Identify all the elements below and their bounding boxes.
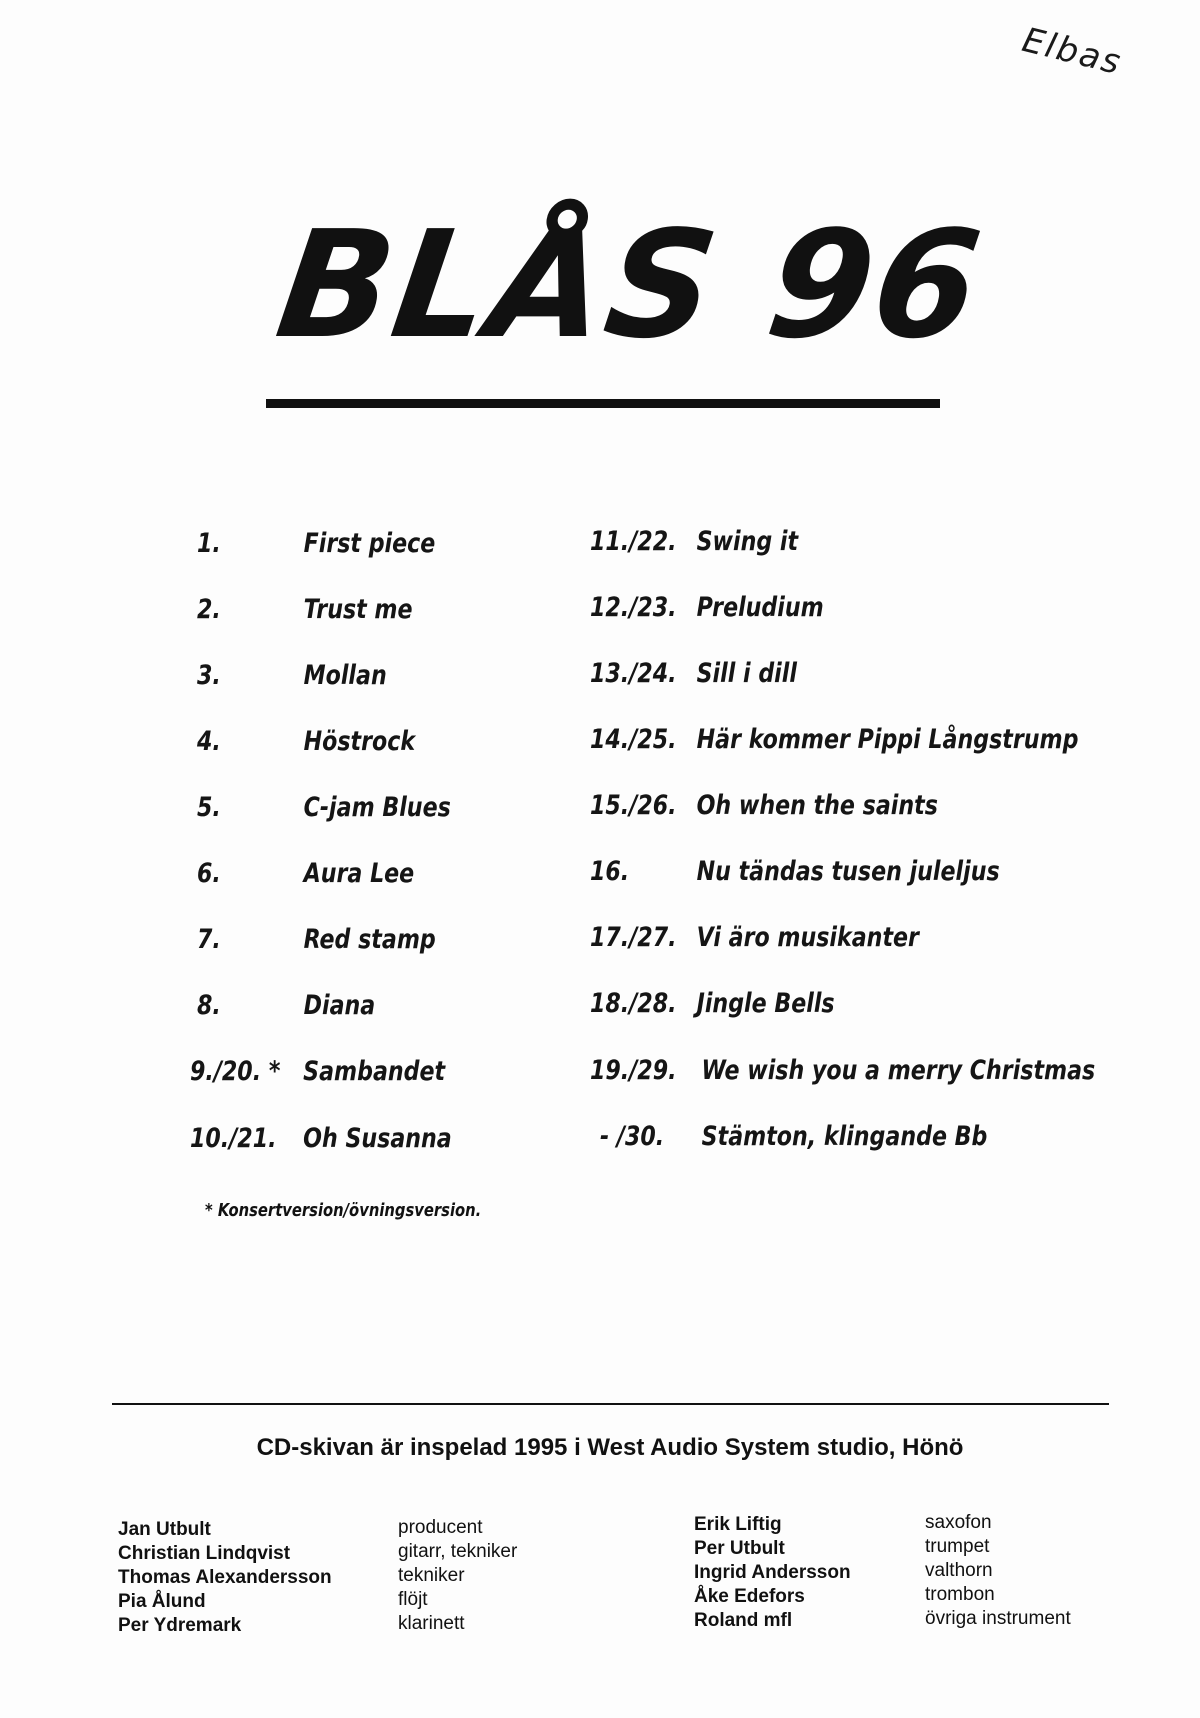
credit-role: tekniker [398, 1565, 465, 1586]
track-number: 9./20. * [190, 1056, 281, 1087]
track-number: 18./28. [590, 988, 677, 1019]
track-title: We wish you a merry Christmas [701, 1055, 1096, 1086]
credit-name: Per Utbult [694, 1538, 785, 1559]
track-number: 5. [197, 792, 221, 823]
track-title: Preludium [696, 592, 824, 623]
credit-name: Christian Lindqvist [118, 1543, 291, 1564]
track-title: Stämton, klingande Bb [701, 1121, 988, 1152]
track-number: 10./21. [190, 1123, 277, 1154]
track-title: Oh when the saints [696, 790, 938, 821]
track-title: Höstrock [303, 726, 416, 757]
track-number: 3. [197, 660, 221, 691]
track-title: Swing it [696, 526, 799, 557]
footnote: * Konsertversion/övningsversion. [205, 1200, 482, 1221]
track-number: 13./24. [590, 658, 677, 689]
track-number: 1. [197, 528, 221, 559]
track-number: 6. [197, 858, 221, 889]
credit-role: trombon [925, 1584, 995, 1605]
page-title: BLÅS 96 [267, 199, 992, 371]
credits-roles-right [925, 1511, 1071, 1631]
track-number: 2. [197, 594, 221, 625]
title-underline [266, 399, 940, 408]
credits-names-left [118, 1518, 332, 1638]
recording-info: CD-skivan är inspelad 1995 i West Audio System studio, Hönö [256, 1434, 964, 1461]
track-number: 7. [197, 924, 221, 955]
credit-role: klarinett [398, 1613, 465, 1634]
track-number: 11./22. [590, 526, 677, 557]
track-title: C-jam Blues [303, 792, 451, 823]
track-title: Diana [303, 990, 376, 1021]
track-number: 8. [197, 990, 221, 1021]
track-title: Oh Susanna [303, 1123, 452, 1154]
credit-name: Jan Utbult [118, 1519, 211, 1540]
track-title: Här kommer Pippi Långstrump [696, 724, 1079, 755]
credit-role: flöjt [398, 1589, 428, 1610]
credit-name: Per Ydremark [118, 1615, 242, 1636]
credits-names-right [694, 1513, 851, 1633]
track-title: Trust me [303, 594, 413, 625]
credit-role: övriga instrument [925, 1608, 1071, 1629]
track-number: 17./27. [590, 922, 677, 953]
track-title: Mollan [303, 660, 387, 691]
track-title: Jingle Bells [696, 988, 835, 1019]
track-number: 19./29. [590, 1055, 677, 1086]
track-title: First piece [303, 528, 436, 559]
track-number: 15./26. [590, 790, 677, 821]
track-title: Sambandet [303, 1056, 446, 1087]
credit-role: producent [398, 1517, 483, 1538]
credit-name: Ingrid Andersson [694, 1562, 851, 1583]
credit-name: Pia Ålund [118, 1591, 206, 1612]
credit-role: valthorn [925, 1560, 993, 1581]
track-number: - /30. [600, 1121, 665, 1152]
credit-name: Erik Liftig [694, 1514, 782, 1535]
credit-name: Thomas Alexandersson [118, 1567, 332, 1588]
credit-name: Roland mfl [694, 1610, 793, 1631]
track-title: Aura Lee [303, 858, 415, 889]
credit-role: saxofon [925, 1512, 992, 1533]
track-title: Sill i dill [696, 658, 797, 689]
track-title: Red stamp [303, 924, 436, 955]
credits-roles-left [398, 1516, 517, 1636]
footer-divider [112, 1403, 1109, 1405]
track-number: 4. [197, 726, 221, 757]
track-title: Vi äro musikanter [696, 922, 919, 953]
track-title: Nu tändas tusen juleljus [696, 856, 1000, 887]
credit-name: Åke Edefors [694, 1586, 805, 1607]
credit-role: trumpet [925, 1536, 990, 1557]
track-number: 12./23. [590, 592, 677, 623]
handwritten-note: Elbas [1018, 20, 1127, 84]
track-number: 16. [590, 856, 630, 887]
track-number: 14./25. [590, 724, 677, 755]
credit-role: gitarr, tekniker [398, 1541, 518, 1562]
